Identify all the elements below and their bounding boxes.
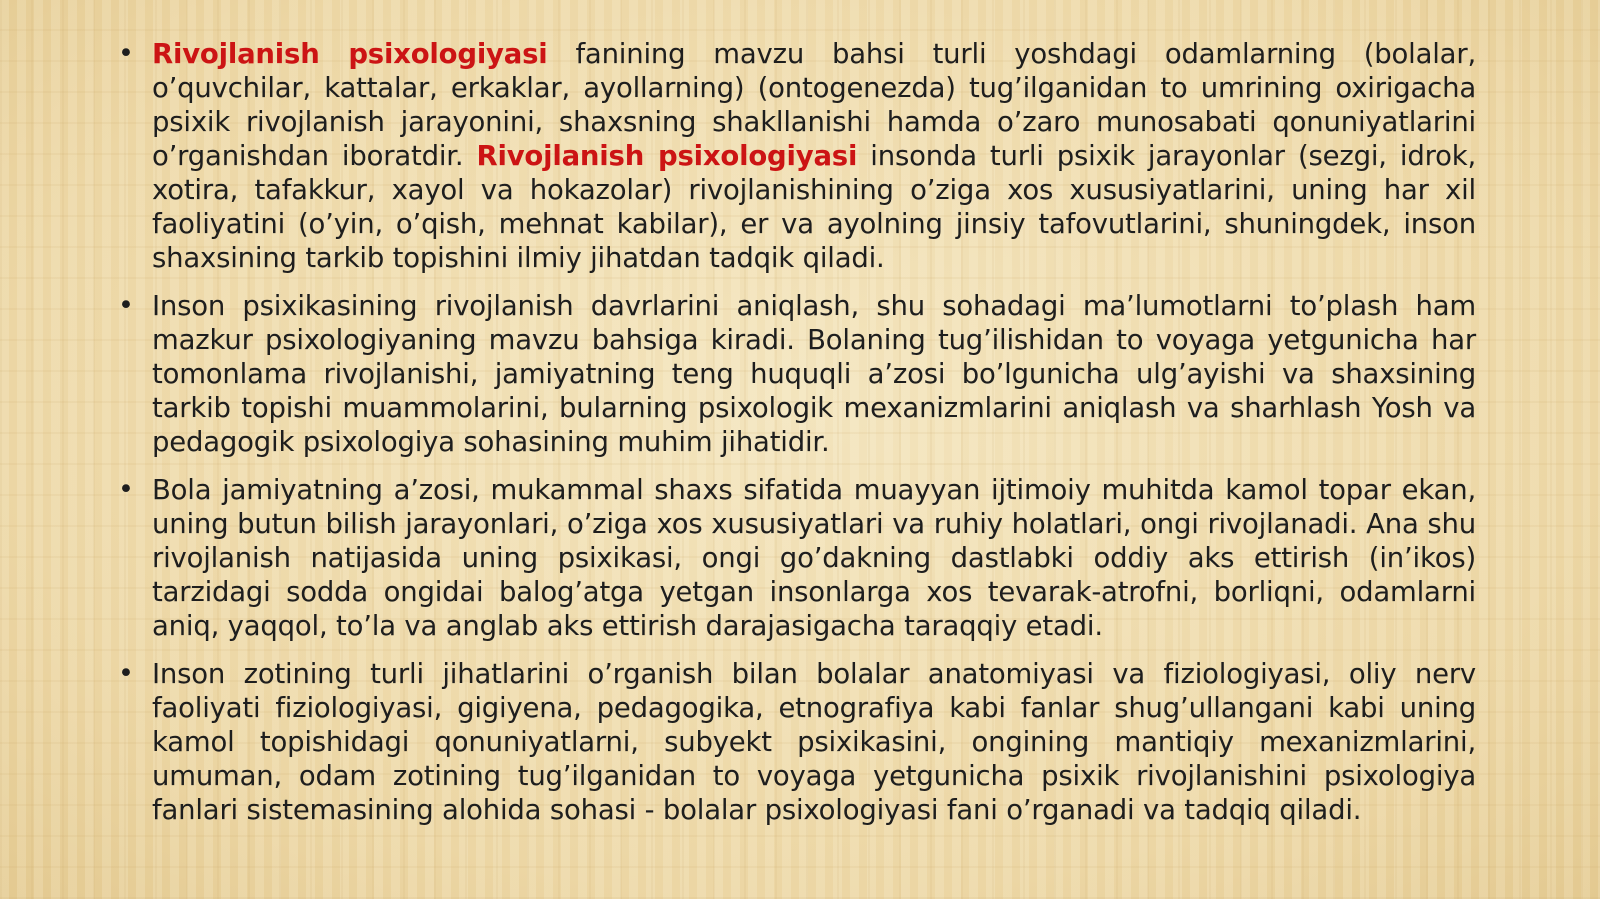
bullet-text: fanining mavzu bahsi turli yoshdagi odamlarning (bolalar, o’quvchilar, kattalar, erkaklar, ayollarning) (ontogenezda) tug’ilganidan to umrining oxirigacha psixik rivojlanish jarayonini, shaxsning shakllanishi hamda o’zaro munosabati qonuniyatlarini o’rganishdan iboratdir. [152,38,1476,172]
bullet-item-4 [118,657,1476,827]
bullet-list [118,37,1476,841]
bullet-item-2 [118,289,1476,459]
bullet-text: Inson zotining turli jihatlarini o’rganish bilan bolalar anatomiyasi va fiziologiyasi, oliy nerv faoliyati fiziologiyasi, gigiyena, pedagogika, etnografiya kabi fanlar shug’ullangani kabi uning kamol topishidagi qonuniyatlarni, subyekt psixikasini, ongining mantiqiy mexanizmlarini, umuman, odam zotining tug’ilganidan to voyaga yetgunicha psixik rivojlanishini psixologiya fanlari sistemasining alohida sohasi - bolalar psixologiyasi fani o’rganadi va tadqiq qiladi. [152,658,1476,826]
highlight-term: Rivojlanish psixologiyasi [152,38,548,70]
bullet-dot-icon: • [118,290,134,321]
bullet-dot-icon: • [118,474,134,505]
bullet-item-3 [118,473,1476,643]
bullet-item-1 [118,37,1476,275]
bullet-dot-icon: • [118,38,134,69]
bullet-text: Inson psixikasining rivojlanish davrlarini aniqlash, shu sohadagi ma’lumotlarni to’plash ham mazkur psixologiyaning mavzu bahsiga kiradi. Bolaning tug’ilishidan to voyaga yetgunicha har tomonlama rivojlanishi, jamiyatning teng huquqli a’zosi bo’lgunicha ulg’ayishi va shaxsining tarkib topishi muammolarini, bularning psixologik mexanizmlarini aniqlash va sharhlash Yosh va pedagogik psixologiya sohasining muhim jihatidir. [152,290,1476,458]
bullet-dot-icon: • [118,658,134,689]
bullet-text: Bola jamiyatning a’zosi, mukammal shaxs sifatida muayyan ijtimoiy muhitda kamol topar ekan, uning butun bilish jarayonlari, o’ziga xos xususiyatlari va ruhiy holatlari, ongi rivojlanadi. Ana shu rivojlanish natijasida uning psixikasi, ongi go’dakning dastlabki oddiy aks ettirish (in’ikos) tarzidagi sodda ongidai balog’atga yetgan insonlarga xos tevarak-atrofni, borliqni, odamlarni aniq, yaqqol, to’la va anglab aks ettirish darajasigacha taraqqiy etadi. [152,474,1476,642]
bullet-text: insonda turli psixik jarayonlar (sezgi, idrok, xotira, tafakkur, xayol va hokazolar) rivojlanishining o’ziga xos xususiyatlarini, uning har xil faoliyatini (o’yin, o’qish, mehnat kabilar), er va ayolning jinsiy tafovutlarini, shuningdek, inson shaxsining tarkib topishini ilmiy jihatdan tadqik qiladi. [152,140,1476,274]
highlight-term: Rivojlanish psixologiyasi [476,140,858,172]
